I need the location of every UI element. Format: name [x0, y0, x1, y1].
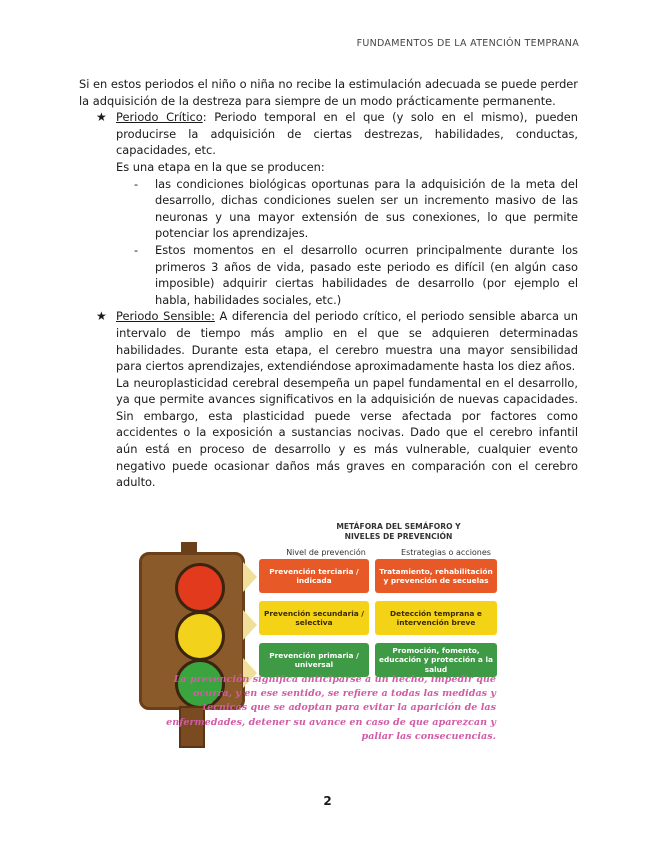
neuroplasticity-paragraph: La neuroplasticidad cerebral desempeña un papel fundamental en el desarrollo, ya que permite avances significativos en la adquisición de nuevas capacidades. Sin embargo, esta plasticidad puede verse afectada por factores como accidentes o la exposición a sustancias nocivas. Dado que el cerebro infantil aún está en proceso de desarrollo y es más vulnerable, cualquier evento negativo puede ocasionar daños más graves en comparación con el cerebro adulto.	[116, 375, 578, 490]
column-header-level: Nivel de prevención	[286, 548, 366, 557]
level-box-secondary: Prevención secundaria / selectiva	[259, 601, 369, 635]
arrow-icon	[243, 562, 257, 592]
star-bullet-icon: ★	[96, 309, 107, 324]
dash-bullet-icon: -	[134, 176, 139, 191]
traffic-light-figure	[131, 522, 526, 760]
column-header-actions: Estrategias o acciones	[401, 548, 491, 557]
page-body	[79, 76, 578, 491]
running-header: FUNDAMENTOS DE LA ATENCIÓN TEMPRANA	[356, 38, 579, 49]
figure-title-line: METÁFORA DEL SEMÁFORO Y	[336, 522, 461, 531]
prevention-quote: La prevención significa anticiparse a un hecho, impedir que ocurra, y en ese sentido, se refiere a todas las medidas y técnicas que se adoptan para evitar la aparición de las enfermedades, detener su avance en caso de que aparezcan y paliar las consecuencias.	[166, 674, 496, 742]
level-box-primary: Prevención primaria / universal	[259, 643, 369, 677]
intro-paragraph: Si en estos periodos el niño o niña no recibe la estimulación adecuada se puede perder la adquisición de la destreza para siempre de un modo prácticamente permanente.	[79, 77, 578, 108]
arrow-icon	[243, 610, 257, 640]
dash-bullet-icon: -	[134, 242, 139, 257]
page-number: 2	[323, 794, 332, 808]
list-item	[116, 176, 578, 242]
action-box-tertiary: Tratamiento, rehabilitación y prevención de secuelas	[375, 559, 497, 593]
critico-lead: Es una etapa en la que se producen:	[116, 159, 325, 174]
critico-term: Periodo Crítico	[116, 110, 203, 125]
figure-title-line: NIVELES DE PREVENCIÓN	[344, 532, 453, 541]
critico-definition	[116, 109, 578, 159]
list-item-text: Estos momentos en el desarrollo ocurren principalmente durante los primeros 3 años de vida, pasado este periodo es difícil (en algún caso imposible) adquirir ciertas habilidades de desarrollo (por ejemplo el habla, habilidades sociales, etc.)	[155, 242, 578, 307]
star-bullet-icon: ★	[96, 110, 107, 125]
sensible-section	[79, 308, 578, 491]
figure-title	[271, 522, 526, 542]
critico-definition-text: : Periodo temporal en el que (y solo en el mismo), pueden producirse la adquisición de ciertas destrezas, habilidades, conductas, capacidades, etc.	[116, 110, 579, 158]
list-item	[116, 242, 578, 308]
yellow-light-icon	[175, 611, 225, 661]
sensible-definition-text: A diferencia del periodo crítico, el periodo sensible abarca un intervalo de tiempo más amplio en el que se adquieren determinadas habilidades. Durante esta etapa, el cerebro muestra una mayor sensibilidad para ciertos aprendizajes, extendiéndose aproximadamente hasta los diez años.	[116, 309, 578, 374]
level-box-tertiary: Prevención terciaria / indicada	[259, 559, 369, 593]
red-light-icon	[175, 563, 225, 613]
sensible-definition	[116, 308, 578, 374]
action-box-primary: Promoción, fomento, educación y protección a la salud	[375, 643, 497, 677]
action-box-secondary: Detección temprana e intervención breve	[375, 601, 497, 635]
list-item-text: las condiciones biológicas oportunas para la adquisición de la meta del desarrollo, dichas condiciones suelen ser un incremento masivo de las neuronas y una mayor extensión de sus conexiones, lo que permite potenciar los aprendizajes.	[155, 176, 578, 241]
sensible-term: Periodo Sensible:	[116, 309, 215, 324]
critico-section	[79, 109, 578, 308]
